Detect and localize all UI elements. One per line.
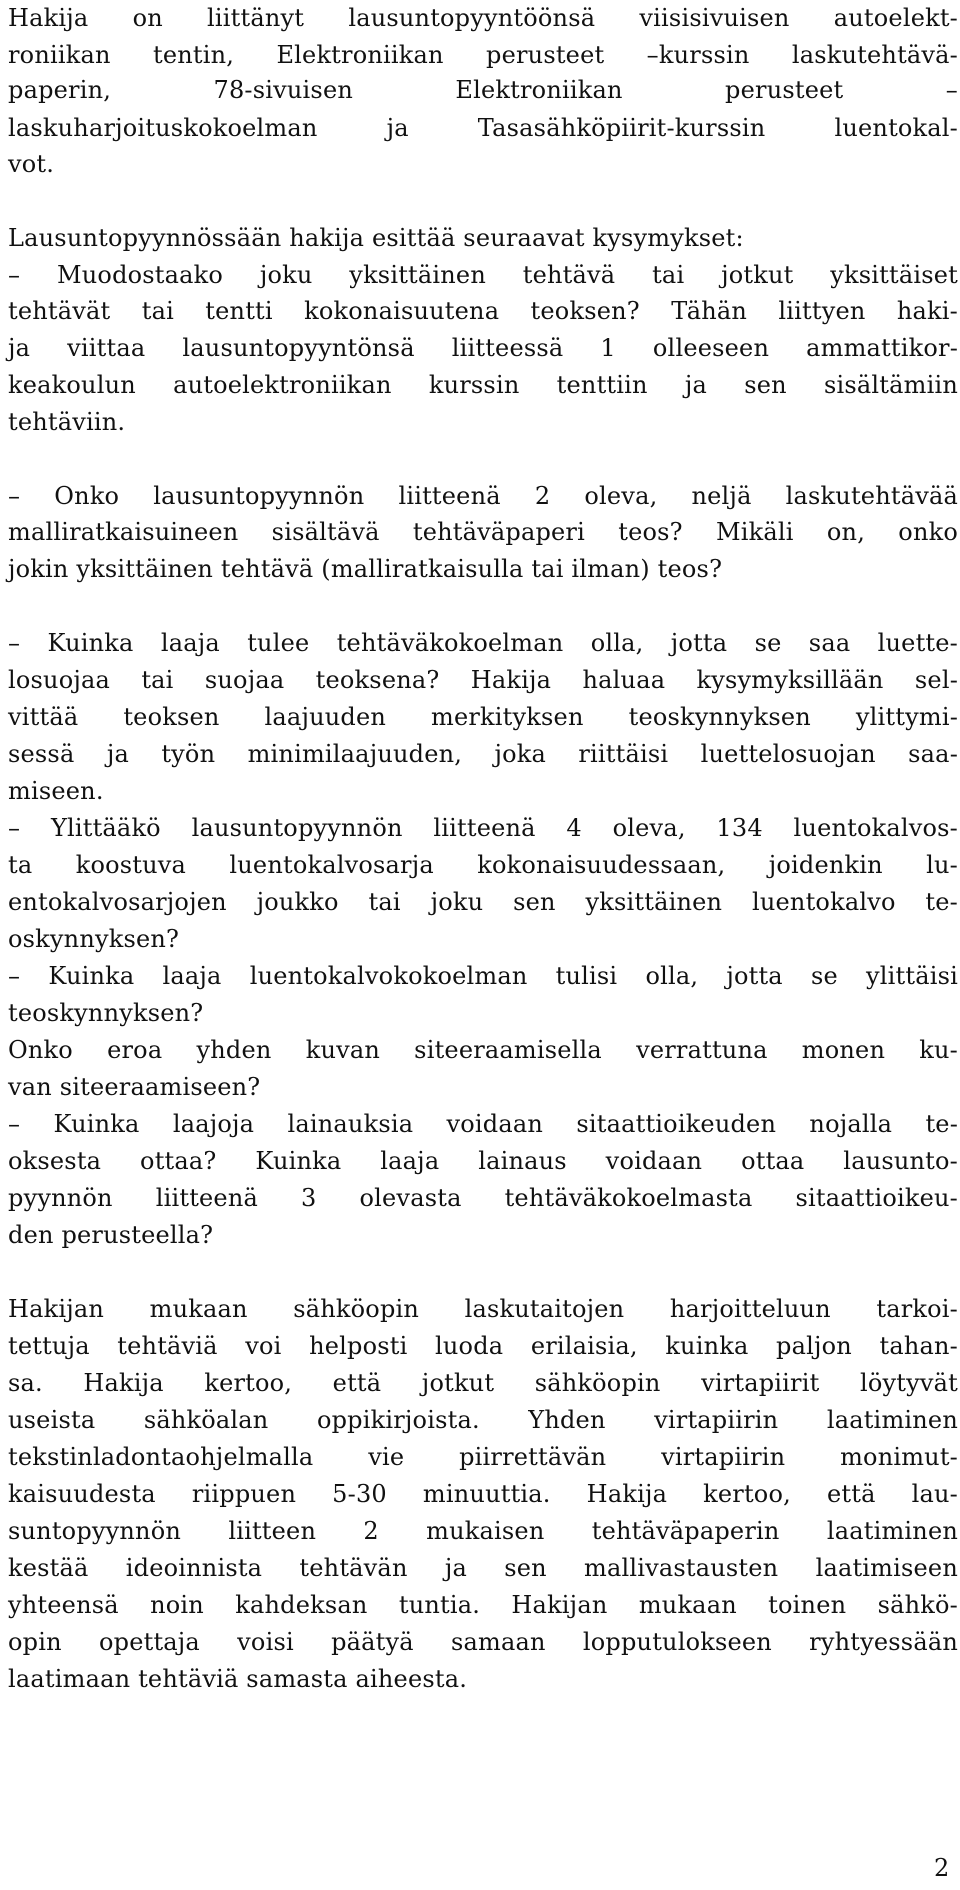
text-line: – Ylittääkö lausuntopyynnön liitteenä 4 oleva, 134 luentokalvos-	[8, 814, 958, 842]
text-line: sa. Hakija kertoo, että jotkut sähköopin virtapiirit löytyvät	[8, 1369, 958, 1397]
text-line: – Onko lausuntopyynnön liitteenä 2 oleva, neljä laskutehtävää	[8, 482, 958, 510]
text-line: Lausuntopyynnössään hakija esittää seuraavat kysymykset:	[8, 224, 744, 252]
text-line: ta koostuva luentokalvosarja kokonaisuudessaan, joidenkin lu-	[8, 851, 958, 879]
text-line: jokin yksittäinen tehtävä (malliratkaisulla tai ilman) teos?	[8, 555, 723, 583]
text-line: ja viittaa lausuntopyyntönsä liitteessä 1 olleeseen ammattikor-	[8, 334, 958, 362]
text-line: kestää ideoinnista tehtävän ja sen mallivastausten laatimiseen	[8, 1554, 958, 1582]
text-line: tehtäviin.	[8, 408, 126, 436]
text-line: losuojaa tai suojaa teoksena? Hakija haluaa kysymyksillään sel-	[8, 666, 958, 694]
text-line: tehtävät tai tentti kokonaisuutena teoksen? Tähän liittyen haki-	[8, 297, 958, 325]
text-line: opin opettaja voisi päätyä samaan lopputulokseen ryhtyessään	[8, 1628, 958, 1656]
text-line: teoskynnyksen?	[8, 999, 204, 1027]
text-line: paperin, 78-sivuisen Elektroniikan perusteet –	[8, 76, 958, 104]
text-line: keakoulun autoelektroniikan kurssin tenttiin ja sen sisältämiin	[8, 371, 958, 399]
text-line: miseen.	[8, 777, 104, 805]
text-line: vot.	[8, 150, 55, 178]
text-line: yhteensä noin kahdeksan tuntia. Hakijan mukaan toinen sähkö-	[8, 1591, 958, 1619]
text-line: roniikan tentin, Elektroniikan perusteet –kurssin laskutehtävä-	[8, 41, 958, 69]
text-line: oskynnyksen?	[8, 925, 180, 953]
text-line: malliratkaisuineen sisältävä tehtäväpaperi teos? Mikäli on, onko	[8, 518, 958, 546]
text-line: vittää teoksen laajuuden merkityksen teoskynnyksen ylittymi-	[8, 703, 958, 731]
text-line: van siteeraamiseen?	[8, 1073, 261, 1101]
text-line: laskuharjoituskokoelman ja Tasasähköpiirit-kurssin luentokal-	[8, 114, 958, 142]
text-line: kaisuudesta riippuen 5-30 minuuttia. Hakija kertoo, että lau-	[8, 1480, 958, 1508]
text-line: tettuja tehtäviä voi helposti luoda erilaisia, kuinka paljon tahan-	[8, 1332, 958, 1360]
text-line: – Kuinka laajoja lainauksia voidaan sitaattioikeuden nojalla te-	[8, 1110, 958, 1138]
text-line: sessä ja työn minimilaajuuden, joka riittäisi luettelosuojan saa-	[8, 740, 958, 768]
text-line: pyynnön liitteenä 3 olevasta tehtäväkokoelmasta sitaattioikeu-	[8, 1184, 958, 1212]
text-line: – Muodostaako joku yksittäinen tehtävä tai jotkut yksittäiset	[8, 261, 958, 289]
page-number: 2	[934, 1854, 950, 1882]
text-line: – Kuinka laaja tulee tehtäväkokoelman olla, jotta se saa luette-	[8, 629, 958, 657]
text-line: tekstinladontaohjelmalla vie piirrettävän virtapiirin monimut-	[8, 1443, 958, 1471]
text-line: den perusteella?	[8, 1221, 214, 1249]
text-line: oksesta ottaa? Kuinka laaja lainaus voidaan ottaa lausunto-	[8, 1147, 958, 1175]
document-page	[8, 0, 958, 1890]
text-line: Hakijan mukaan sähköopin laskutaitojen harjoitteluun tarkoi-	[8, 1295, 958, 1323]
text-line: laatimaan tehtäviä samasta aiheesta.	[8, 1665, 468, 1693]
text-line: Onko eroa yhden kuvan siteeraamisella verrattuna monen ku-	[8, 1036, 958, 1064]
text-line: suntopyynnön liitteen 2 mukaisen tehtäväpaperin laatiminen	[8, 1517, 958, 1545]
text-line: Hakija on liittänyt lausuntopyyntöönsä viisisivuisen autoelekt-	[8, 4, 958, 32]
text-line: entokalvosarjojen joukko tai joku sen yksittäinen luentokalvo te-	[8, 888, 958, 916]
text-line: – Kuinka laaja luentokalvokokoelman tulisi olla, jotta se ylittäisi	[8, 962, 958, 990]
text-line: useista sähköalan oppikirjoista. Yhden virtapiirin laatiminen	[8, 1406, 958, 1434]
